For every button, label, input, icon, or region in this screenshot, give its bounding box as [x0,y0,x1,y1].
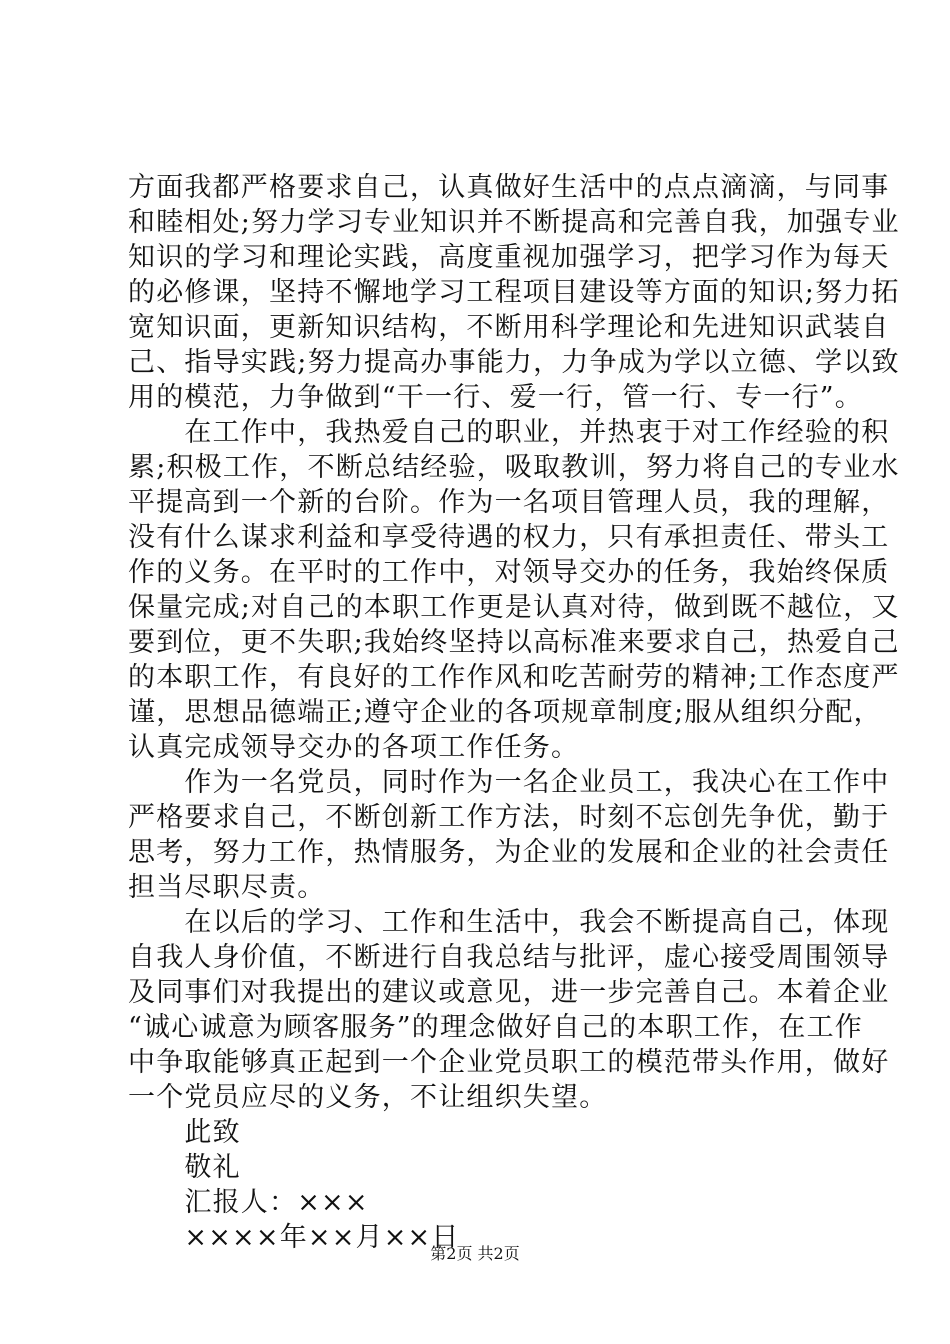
text-line: 严格要求自己，不断创新工作方法，时刻不忘创先争优，勤于 [128,802,890,833]
text-line: 要到位，更不失职;我始终坚持以高标准来要求自己，热爱自己 [128,627,900,658]
text-line: 思考，努力工作，热情服务，为企业的发展和企业的社会责任 [128,837,890,868]
text-line: 中争取能够真正起到一个企业党员职工的模范带头作用，做好 [128,1047,890,1078]
text-line: 知识的学习和理论实践，高度重视加强学习，把学习作为每天 [128,242,890,273]
text-line: 和睦相处;努力学习专业知识并不断提高和完善自我，加强专业 [128,207,900,238]
closing-salutation: 此致 [128,1117,241,1148]
text-line: 谨，思想品德端正;遵守企业的各项规章制度;服从组织分配， [128,697,882,728]
text-line: 保量完成;对自己的本职工作更是认真对待，做到既不越位，又 [128,592,900,623]
text-line: 作为一名党员，同时作为一名企业员工，我决心在工作中 [128,767,890,798]
text-line: 自我人身价值，不断进行自我总结与批评，虚心接受周围领导 [128,942,890,973]
text-line: 在以后的学习、工作和生活中，我会不断提高自己，体现 [128,907,890,938]
closing-regards: 敬礼 [128,1152,241,1183]
page-number: 第2页 共2页 [430,1244,520,1263]
text-line: 宽知识面，更新知识结构，不断用科学理论和先进知识武装自 [128,312,890,343]
text-line: 累;积极工作，不断总结经验，吸取教训，努力将自己的专业水 [128,452,900,483]
text-line: 方面我都严格要求自己，认真做好生活中的点点滴滴，与同事 [128,172,890,203]
document-body [128,170,900,1255]
report-date: ××××年××月××日 [128,1222,460,1253]
text-line: 的必修课，坚持不懈地学习工程项目建设等方面的知识;努力拓 [128,277,900,308]
text-line: 认真完成领导交办的各项工作任务。 [128,732,580,763]
text-line: 的本职工作，有良好的工作作风和吃苦耐劳的精神;工作态度严 [128,662,900,693]
text-line: 作的义务。在平时的工作中，对领导交办的任务，我始终保质 [128,557,890,588]
text-line: 在工作中，我热爱自己的职业，并热衷于对工作经验的积 [128,417,890,448]
reporter-signature: 汇报人：××× [128,1187,369,1218]
text-line: 担当尽职尽责。 [128,872,326,903]
text-line: 及同事们对我提出的建议或意见，进一步完善自己。本着企业 [128,977,890,1008]
text-line: 用的模范，力争做到“干一行、爱一行，管一行、专一行”。 [128,382,864,413]
text-line: 一个党员应尽的义务，不让组织失望。 [128,1082,608,1113]
text-line: 己、指导实践;努力提高办事能力，力争成为学以立德、学以致 [128,347,900,378]
text-line: 没有什么谋求利益和享受待遇的权力，只有承担责任、带头工 [128,522,890,553]
text-line: 平提高到一个新的台阶。作为一名项目管理人员，我的理解， [128,487,890,518]
text-line: “诚心诚意为顾客服务”的理念做好自己的本职工作，在工作 [128,1012,864,1043]
